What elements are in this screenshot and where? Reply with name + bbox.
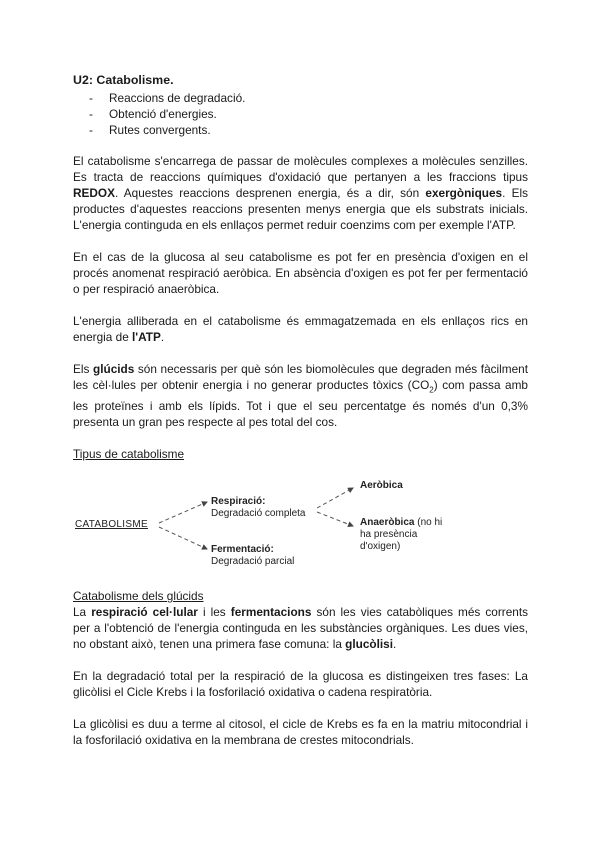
arrow-to-respiracio <box>159 502 207 523</box>
paragraph-respiracio-cellular: La respiració cel·lular i les fermentacions són les vies catabòliques més corrents per a l'obtenció de l'energia continguda en les substàncies orgàniques. Les dues vies, no obstant això, tenen una primera fase comuna: la glucòlisi. <box>73 605 528 652</box>
paragraph-catabolisme: El catabolisme s'encarrega de passar de molècules complexes a molècules senzilles. Es tracta de reaccions químiques d'oxidació que pertanyen a les fraccions tipus REDOX. Aquestes reaccions desprenen energia, és a dir, són exergòniques. Els productes d'aquestes reaccions presenten menys energia que els substrats inicials. L'energia continguda en els enllaços permet reduir coenzims com per exemple l'ATP. <box>73 154 528 232</box>
node-fermentacio: Fermentació: Degradació parcial <box>211 544 295 568</box>
page-title: U2: Catabolisme. <box>73 73 174 87</box>
document-page <box>73 72 528 764</box>
arrow-to-anaerobica <box>317 512 353 526</box>
arrow-to-fermentacio <box>159 527 207 549</box>
section-title-tipus: Tipus de catabolisme <box>73 447 185 462</box>
list-item: - Obtenció d'energies. <box>89 107 217 121</box>
bullet-list <box>73 90 528 138</box>
catabolism-diagram <box>73 466 528 582</box>
paragraph-glucids: Els glúcids són necessaris per què són les biomolècules que degraden més fàcilment les cèl·lules per obtenir energia i no generar productes tòxics $(CO_2)$ com passa amb les proteïnes i amb els lípids. Tot i que el seu percentatge és només d'un 0,3% presenta un gran pes respecte al pes total del cos. <box>73 362 528 430</box>
node-catabolisme: CATABOLISME <box>75 519 148 531</box>
paragraph-localitzacio: La glicòlisi es duu a terme al citosol, el cicle de Krebs es fa en la matriu mitocondrial i la fosforilació oxidativa en la membrana de crestes mitocondrials. <box>73 717 528 748</box>
node-respiracio: Respiració: Degradació completa <box>211 496 306 520</box>
node-aerobica: Aeròbica <box>360 480 403 492</box>
paragraph-glucosa: En el cas de la glucosa al seu catabolisme es pot fer en presència d'oxigen en el procés anomenat respiració aeròbica. En absència d'oxigen es pot fer per fermentació o per respiració anaeròbica. <box>73 250 528 296</box>
list-item: - Reaccions de degradació. <box>89 91 246 105</box>
paragraph-atp: L'energia alliberada en el catabolisme és emmagatzemada en els enllaços rics en energia de l'ATP. <box>73 314 528 344</box>
arrow-to-aerobica <box>317 488 353 508</box>
paragraph-fases: En la degradació total per la respiració de la glucosa es distingeixen tres fases: La glicòlisi el Cicle Krebs i la fosforilació oxidativa o cadena respiratòria. <box>73 669 528 700</box>
list-item: - Rutes convergents. <box>89 123 211 137</box>
section-title-glucids: Catabolisme dels glúcids <box>73 589 204 604</box>
node-anaerobica: Anaeròbica (no hi ha presència d'oxigen) <box>360 517 443 553</box>
